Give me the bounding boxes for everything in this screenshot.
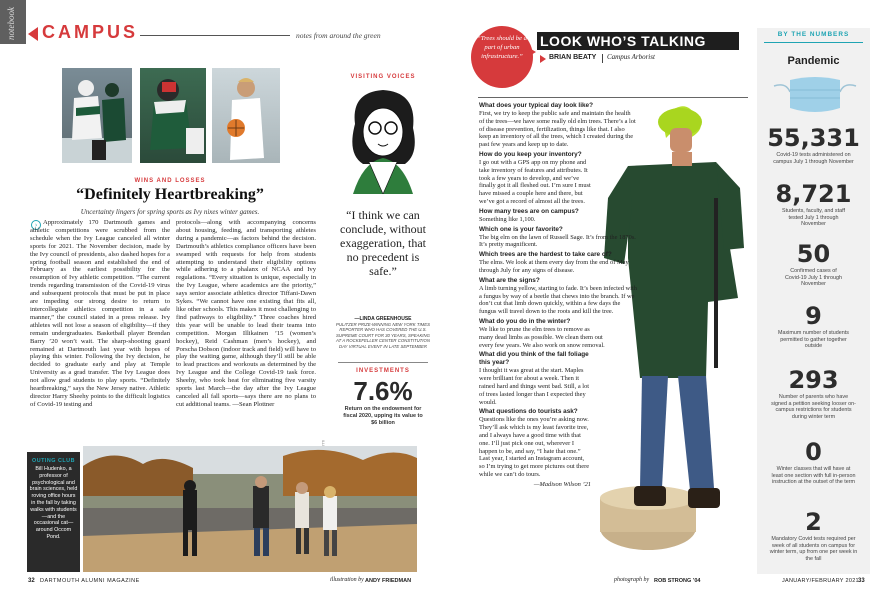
qa-question: What are the signs? <box>479 276 540 284</box>
outing-kicker: OUTING CLUB <box>32 458 75 464</box>
left-footer-mag: DARTMOUTH ALUMNI MAGAZINE <box>40 578 140 584</box>
subject-role: Campus Arborist <box>607 53 655 61</box>
stat-value: 55,331 <box>767 124 860 152</box>
greenhouse-illustration <box>333 84 433 194</box>
notebook-tab <box>0 0 26 44</box>
stat-caption: Number of parents who have signed a petition seeking looser on-campus restrictions for students during winter term <box>771 394 856 420</box>
qa-answer: We like to prune the elm trees to remove as many dead limbs as possible. We clean them out every few years. We also work on snow removal. <box>479 325 605 349</box>
qa-answer: I go out with a GPS app on my phone and take inventory of features and attributes. It took a few years to develop, and we’ve finally got it all fleshed out. I’m sure I must have missed a couple here and there, but we’ve got a record of almost all the trees. <box>479 158 591 205</box>
qa-question: How many trees are on campus? <box>479 207 579 215</box>
hockey-photo <box>62 68 132 163</box>
stat-caption: Maximum number of students permitted to gather together outside <box>777 330 849 350</box>
qa-question: What do you do in the winter? <box>479 317 571 325</box>
stat-caption: Winter classes that will have at least one section with full in-person instruction at the outset of the term <box>771 466 856 486</box>
name-divider <box>602 54 603 63</box>
section-tagline: notes from around the green <box>296 31 381 40</box>
qa-signoff: —Madison Wilson ’21 <box>533 480 591 488</box>
bubble-quote: “Trees should be a part of urban infrastructure.” <box>477 35 527 60</box>
stat-caption: Covid-19 tests administered on campus July 1 through November <box>773 152 854 165</box>
stat-classes <box>757 438 870 486</box>
investments-value: 7.6% <box>353 376 413 406</box>
stat-petition <box>757 366 870 420</box>
qa-answer: The big elm on the lawn of Russell Sage. It’s from the 1870s. It’s pretty magnificent. <box>479 233 636 249</box>
wins-kicker: WINS AND LOSSES <box>134 178 206 184</box>
qa-answer: I thought it was great at the start. Maples were brilliant for about a week. Then it rained hard and things went bad. Still, a lot of trees lasted longer than I expected they would. <box>479 367 590 406</box>
qa-item <box>479 151 591 206</box>
investments-kicker: INVESTMENTS <box>356 368 410 374</box>
article-column-2: protocols—along with accompanying concerns about housing, feeding, and transporting athletes during a pandemic—as factors behind the decision. Dartmouth’s athletics compliance officers have been swamped with requests for help from students attempting to understand their eligibility options while adhering to a phalanx of NCAA and Ivy regulations. “Every situation is unique, especially in the Ivy League, where academics are the priority,” says senior associate athletics director Tiffani-Dawn Sykes. “We cannot have one existing that fits all, like other schools. This makes it most challenging to find pathways to eligibility.” Three coaches hired this year will be unable to lead their teams into competition. Morgan Illikainen ’15 (women’s hockey), Reid Cashman (men’s hockey), and Porscha Dobson (indoor track and field) will have to play the waiting game, although they’ll still be able to lead practices and workouts as determined by the Ivy League and the College Covid-19 task force. Sheehy, who took heat for eliminating five varsity sports last March—the day after the Ivy League canceled all fall sports—says there are no plans to cut additional teams. —Sean Plottner <box>176 219 316 408</box>
stat-cases <box>757 240 870 288</box>
lwt-title: LOOK WHO’S TALKING <box>540 33 706 49</box>
quote-attribution-desc: PULITZER PRIZE-WINNING NEW YORK TIMES REPORTER WHO HAS COVERED THE U.S. SUPREME COURT FOR 30 YEARS, SPEAKING AT A ROCKEFELLER CENTER CONSTITUTION DAY VIRTUAL EVENT IN LATE SEPTEMBER <box>336 322 430 349</box>
outing-caption: Bill Hudenko, a professor of psychological and brain sciences, held roving office hours in the fall by taking walks with students—and the occasional cat—around Occom Pond. <box>29 466 78 540</box>
photo-credit-name: ROB STRONG ’04 <box>654 578 701 584</box>
stat-weekly-tests <box>757 508 870 562</box>
section-title: CAMPUS <box>42 22 139 42</box>
stat-value: 50 <box>796 240 831 268</box>
right-footer-issue: JANUARY/FEBRUARY 2021 <box>782 578 859 584</box>
stat-caption: Students, faculty, and staff tested July 1 through November <box>781 208 846 228</box>
subject-name: BRIAN BEATY <box>549 54 597 61</box>
qa-answer: First, we try to keep the public safe and maintain the health of the trees—we have some really old elm trees. There’s a lot of disease prevention, fertilization, things like that. I also keep an inventory of all the trees, which I created during the past few years and keep up to date. <box>479 110 636 149</box>
stat-tested <box>757 180 870 228</box>
occom-pond-photo <box>83 446 417 572</box>
qa-question: How do you keep your inventory? <box>479 150 582 158</box>
by-numbers-rule <box>764 42 863 43</box>
qa-item <box>479 277 637 316</box>
stat-value: 2 <box>805 508 822 536</box>
quote-rule <box>338 362 428 363</box>
qa-question: Which one is your favorite? <box>479 225 563 233</box>
stat-gather <box>757 302 870 350</box>
stat-tests <box>757 124 870 165</box>
qa-column <box>479 102 637 488</box>
stat-caption: Mandatory Covid tests required per week of all students on campus for winter term, up from one per week in the fall <box>769 536 858 562</box>
qa-question: What questions do tourists ask? <box>479 408 578 416</box>
qa-question: Which trees are the hardest to take care of? <box>479 251 612 259</box>
qa-item <box>479 408 591 478</box>
article-dek: Uncertainty lingers for spring sports as Ivy nixes winter games. <box>80 208 260 216</box>
goalie-photo <box>140 68 206 163</box>
qa-answer: Questions like the ones you’re asking now. They’ll ask which is my least favorite tree, and I always have a good time with that one. I’ll just pick one out, wherever I happen to be, and say, “I hate that one.” Last year, I started an Instagram account, so I’m trying to get more pictures out there while we can’t do tours. <box>479 416 590 478</box>
by-numbers-title: BY THE NUMBERS <box>777 31 850 38</box>
article-column-1: Approximately 170 Dartmouth games and athletic competitions were scrubbed from the schedule when the Ivy League canceled all winter sports for 2021. The November decision, made by the Ivy council of presidents, also dashed hopes for a spring football season and established the end of February as the earliest possibility for the resumption of Ivy athletic competition. “The current trends regarding transmission of the Covid-19 virus and subsequent protocols that must be put in place are impeding our strong desire to return to intercollegiate athletics competition in a safe manner,” the council stated in a press release. Ivy athletes will not lose a season of eligibility—if they remain undergraduates. Basketball player Brendan Barry ’20 won’t wait. The sharp-shooting guard remained at Dartmouth last year with hopes of playing this winter. Following the Ivy decision, he decided to graduate early and play at Temple University as a grad transfer. The Ivy League does not allow grad students to play sports. “Definitely heartbreaking,” says the New Jersey native. Athletic director Harry Sheehy points to the difficult logistics of Covid-19 testing and <box>30 219 170 408</box>
article-headline: “Definitely Heartbreaking” <box>76 186 264 203</box>
stat-value: 8,721 <box>775 180 852 208</box>
right-footer-page: 33 <box>858 578 865 584</box>
qa-item <box>479 226 637 250</box>
qa-item <box>479 351 591 406</box>
section-arrow-icon <box>28 27 38 41</box>
qa-item <box>479 318 605 349</box>
stat-caption: Confirmed cases of Covid-19 July 1 through November <box>785 268 842 288</box>
left-footer-page: 32 <box>28 578 35 584</box>
qa-item <box>479 251 637 275</box>
qa-answer: Something like 1,100. <box>479 215 536 223</box>
section-rule <box>140 35 290 36</box>
qa-item <box>479 208 637 224</box>
face-mask-icon <box>770 72 860 116</box>
stat-value: 9 <box>805 302 822 330</box>
pull-quote: “I think we can conclude, without exaggeration, that no precedent is safe.” <box>340 208 426 278</box>
stat-value: 293 <box>788 366 839 394</box>
investments-caption: Return on the endowment for fiscal 2020, upping its value to $6 billion <box>343 406 423 426</box>
qa-item <box>479 102 637 149</box>
qa-answer: A limb turning yellow, starting to fade. It’s been infected with a fungus by way of a beetle that chews into the branch. If we don’t cut that limb down quickly, within a few days the fungus will travel down to the roots and kill the tree. <box>479 284 637 316</box>
by-numbers-topic: Pandemic <box>787 55 840 67</box>
quote-attribution-name: —LINDA GREENHOUSE <box>354 316 412 322</box>
qa-answer: The elms. We look at them every day from the end of May through July for any signs of disease. <box>479 259 629 274</box>
stat-value: 0 <box>805 438 822 466</box>
basketball-photo <box>212 68 280 163</box>
lwt-arrow-icon <box>540 55 546 63</box>
tab-label: notebook <box>6 7 16 40</box>
illustration-credit-label: illustration by <box>330 577 364 583</box>
qa-question: What did you think of the fall foliage this year? <box>479 351 589 367</box>
photo-credit-label: photograph by <box>614 577 650 583</box>
dropcap-arrow-icon: › <box>31 220 41 230</box>
qa-question: What does your typical day look like? <box>479 102 593 109</box>
illustration-credit-name: ANDY FRIEDMAN <box>365 578 412 584</box>
visiting-kicker: VISITING VOICES <box>350 74 416 80</box>
